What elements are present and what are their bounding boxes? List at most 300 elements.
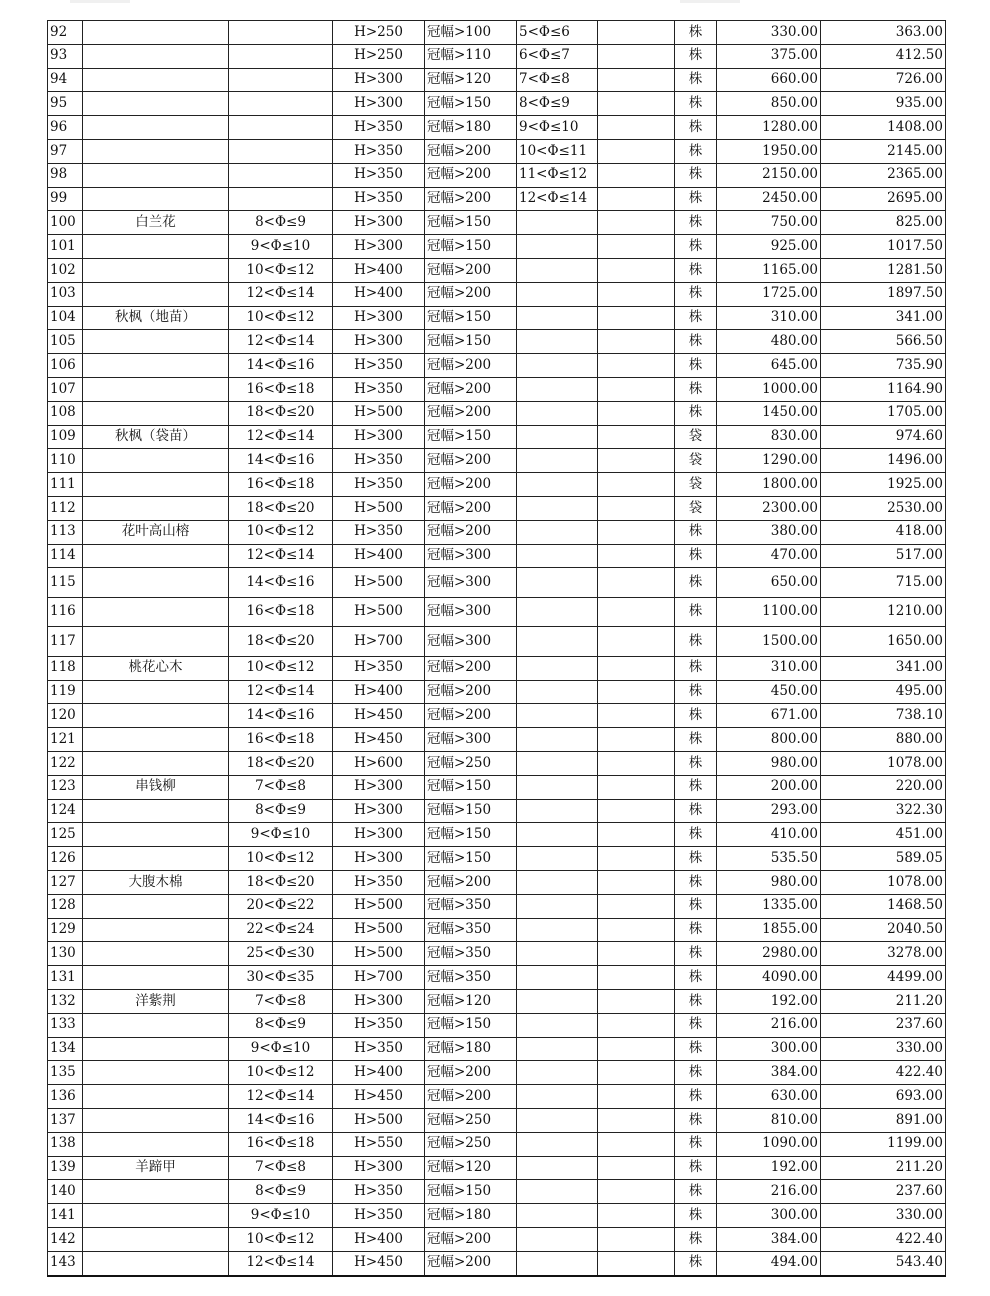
- row-number-cell: 115: [48, 568, 83, 598]
- extra-spec-cell: [517, 597, 598, 627]
- crown-width-cell: 冠幅>150: [425, 823, 517, 847]
- crown-width-cell: 冠幅>200: [425, 1227, 517, 1251]
- plant-height-cell: H>400: [333, 680, 425, 704]
- trunk-diameter-cell: [229, 68, 333, 92]
- total-price-cell: 2040.50: [821, 918, 946, 942]
- trunk-diameter-cell: 9<Φ≤10: [229, 1204, 333, 1228]
- plant-height-cell: H>500: [333, 597, 425, 627]
- table-row: [48, 44, 946, 68]
- total-price-cell: 4499.00: [821, 966, 946, 990]
- trunk-diameter-cell: [229, 44, 333, 68]
- blank-cell-cell: [598, 258, 675, 282]
- plant-height-cell: H>300: [333, 235, 425, 259]
- total-price-cell: 1897.50: [821, 282, 946, 306]
- blank-cell-cell: [598, 1132, 675, 1156]
- unit-cell: 株: [675, 918, 717, 942]
- total-price-cell: 1650.00: [821, 627, 946, 657]
- unit-cell: 株: [675, 92, 717, 116]
- blank-cell-cell: [598, 775, 675, 799]
- extra-spec-cell: [517, 1251, 598, 1275]
- table-row: [48, 871, 946, 895]
- blank-cell-cell: [598, 377, 675, 401]
- crown-width-cell: 冠幅>180: [425, 1037, 517, 1061]
- table-row: [48, 989, 946, 1013]
- blank-cell-cell: [598, 425, 675, 449]
- unit-cell: 袋: [675, 425, 717, 449]
- row-number-cell: 106: [48, 354, 83, 378]
- blank-cell-cell: [598, 1251, 675, 1275]
- plant-name-cell: 大腹木棉: [83, 871, 229, 895]
- total-price-cell: 1468.50: [821, 894, 946, 918]
- plant-name-cell: [83, 1085, 229, 1109]
- crown-width-cell: 冠幅>200: [425, 354, 517, 378]
- unit-price-cell: 830.00: [717, 425, 821, 449]
- row-number-cell: 125: [48, 823, 83, 847]
- table-row: [48, 116, 946, 140]
- crown-width-cell: 冠幅>200: [425, 163, 517, 187]
- unit-price-cell: 671.00: [717, 704, 821, 728]
- plant-height-cell: H>350: [333, 473, 425, 497]
- blank-cell-cell: [598, 330, 675, 354]
- row-number-cell: 97: [48, 139, 83, 163]
- plant-name-cell: [83, 799, 229, 823]
- crown-width-cell: 冠幅>100: [425, 21, 517, 45]
- plant-name-cell: 白兰花: [83, 211, 229, 235]
- plant-height-cell: H>350: [333, 163, 425, 187]
- total-price-cell: 1496.00: [821, 449, 946, 473]
- table-row: [48, 544, 946, 568]
- row-number-cell: 93: [48, 44, 83, 68]
- row-number-cell: 140: [48, 1180, 83, 1204]
- trunk-diameter-cell: 12<Φ≤14: [229, 330, 333, 354]
- table-row: [48, 847, 946, 871]
- blank-cell-cell: [598, 942, 675, 966]
- total-price-cell: 880.00: [821, 728, 946, 752]
- table-row: [48, 92, 946, 116]
- extra-spec-cell: [517, 775, 598, 799]
- table-row: [48, 680, 946, 704]
- extra-spec-cell: [517, 473, 598, 497]
- blank-cell-cell: [598, 496, 675, 520]
- blank-cell-cell: [598, 401, 675, 425]
- plant-name-cell: [83, 496, 229, 520]
- trunk-diameter-cell: 12<Φ≤14: [229, 1251, 333, 1275]
- plant-height-cell: H>250: [333, 21, 425, 45]
- crown-width-cell: 冠幅>200: [425, 680, 517, 704]
- unit-cell: 株: [675, 989, 717, 1013]
- table-row: [48, 354, 946, 378]
- unit-cell: 株: [675, 282, 717, 306]
- table-row: [48, 1204, 946, 1228]
- total-price-cell: 495.00: [821, 680, 946, 704]
- unit-price-cell: 2980.00: [717, 942, 821, 966]
- table-row: [48, 1061, 946, 1085]
- crown-width-cell: 冠幅>150: [425, 1180, 517, 1204]
- plant-height-cell: H>500: [333, 401, 425, 425]
- unit-price-cell: 470.00: [717, 544, 821, 568]
- nursery-price-table: [47, 20, 946, 1277]
- crown-width-cell: 冠幅>200: [425, 258, 517, 282]
- trunk-diameter-cell: 14<Φ≤16: [229, 704, 333, 728]
- table-row: [48, 496, 946, 520]
- unit-cell: 株: [675, 354, 717, 378]
- trunk-diameter-cell: 10<Φ≤12: [229, 1227, 333, 1251]
- total-price-cell: 422.40: [821, 1061, 946, 1085]
- plant-height-cell: H>400: [333, 1227, 425, 1251]
- total-price-cell: 211.20: [821, 1156, 946, 1180]
- crown-width-cell: 冠幅>180: [425, 116, 517, 140]
- blank-cell-cell: [598, 823, 675, 847]
- blank-cell-cell: [598, 1085, 675, 1109]
- row-number-cell: 142: [48, 1227, 83, 1251]
- total-price-cell: 418.00: [821, 520, 946, 544]
- unit-cell: 株: [675, 752, 717, 776]
- extra-spec-cell: [517, 627, 598, 657]
- total-price-cell: 825.00: [821, 211, 946, 235]
- blank-cell-cell: [598, 847, 675, 871]
- crown-width-cell: 冠幅>250: [425, 1108, 517, 1132]
- blank-cell-cell: [598, 282, 675, 306]
- extra-spec-cell: [517, 496, 598, 520]
- plant-height-cell: H>400: [333, 258, 425, 282]
- blank-cell-cell: [598, 1156, 675, 1180]
- total-price-cell: 211.20: [821, 989, 946, 1013]
- blank-cell-cell: [598, 306, 675, 330]
- blank-cell-cell: [598, 116, 675, 140]
- unit-price-cell: 384.00: [717, 1061, 821, 1085]
- extra-spec-cell: [517, 799, 598, 823]
- unit-cell: 袋: [675, 449, 717, 473]
- extra-spec-cell: [517, 1037, 598, 1061]
- plant-name-cell: [83, 44, 229, 68]
- total-price-cell: 237.60: [821, 1013, 946, 1037]
- table-row: [48, 627, 946, 657]
- top-edge-shadow: [70, 0, 130, 3]
- unit-cell: 株: [675, 258, 717, 282]
- row-number-cell: 117: [48, 627, 83, 657]
- plant-height-cell: H>300: [333, 989, 425, 1013]
- plant-name-cell: [83, 282, 229, 306]
- crown-width-cell: 冠幅>200: [425, 1251, 517, 1275]
- table-row: [48, 728, 946, 752]
- plant-height-cell: H>350: [333, 1180, 425, 1204]
- unit-price-cell: 192.00: [717, 1156, 821, 1180]
- unit-price-cell: 1280.00: [717, 116, 821, 140]
- extra-spec-cell: [517, 1132, 598, 1156]
- trunk-diameter-cell: 25<Φ≤30: [229, 942, 333, 966]
- unit-price-cell: 4090.00: [717, 966, 821, 990]
- unit-price-cell: 2450.00: [717, 187, 821, 211]
- plant-height-cell: H>350: [333, 1013, 425, 1037]
- crown-width-cell: 冠幅>300: [425, 728, 517, 752]
- unit-cell: 株: [675, 68, 717, 92]
- plant-name-cell: [83, 473, 229, 497]
- crown-width-cell: 冠幅>300: [425, 597, 517, 627]
- table-row: [48, 1251, 946, 1275]
- total-price-cell: 1705.00: [821, 401, 946, 425]
- extra-spec-cell: [517, 520, 598, 544]
- total-price-cell: 1164.90: [821, 377, 946, 401]
- crown-width-cell: 冠幅>200: [425, 282, 517, 306]
- total-price-cell: 363.00: [821, 21, 946, 45]
- trunk-diameter-cell: [229, 116, 333, 140]
- trunk-diameter-cell: 14<Φ≤16: [229, 1108, 333, 1132]
- crown-width-cell: 冠幅>200: [425, 496, 517, 520]
- crown-width-cell: 冠幅>200: [425, 473, 517, 497]
- plant-height-cell: H>550: [333, 1132, 425, 1156]
- plant-name-cell: 秋枫（袋苗）: [83, 425, 229, 449]
- trunk-diameter-cell: 12<Φ≤14: [229, 544, 333, 568]
- unit-cell: 株: [675, 656, 717, 680]
- trunk-diameter-cell: 10<Φ≤12: [229, 847, 333, 871]
- unit-price-cell: 200.00: [717, 775, 821, 799]
- extra-spec-cell: [517, 544, 598, 568]
- plant-height-cell: H>300: [333, 211, 425, 235]
- plant-name-cell: [83, 235, 229, 259]
- unit-price-cell: 310.00: [717, 656, 821, 680]
- blank-cell-cell: [598, 473, 675, 497]
- extra-spec-cell: [517, 1013, 598, 1037]
- trunk-diameter-cell: 9<Φ≤10: [229, 823, 333, 847]
- row-number-cell: 120: [48, 704, 83, 728]
- row-number-cell: 129: [48, 918, 83, 942]
- page-top-edge: [0, 0, 990, 18]
- total-price-cell: 2365.00: [821, 163, 946, 187]
- row-number-cell: 141: [48, 1204, 83, 1228]
- total-price-cell: 517.00: [821, 544, 946, 568]
- extra-spec-cell: [517, 282, 598, 306]
- unit-cell: 株: [675, 1061, 717, 1085]
- row-number-cell: 122: [48, 752, 83, 776]
- plant-height-cell: H>450: [333, 1251, 425, 1275]
- crown-width-cell: 冠幅>200: [425, 449, 517, 473]
- blank-cell-cell: [598, 1180, 675, 1204]
- crown-width-cell: 冠幅>120: [425, 1156, 517, 1180]
- row-number-cell: 100: [48, 211, 83, 235]
- unit-price-cell: 216.00: [717, 1180, 821, 1204]
- extra-spec-cell: [517, 656, 598, 680]
- trunk-diameter-cell: 10<Φ≤12: [229, 306, 333, 330]
- blank-cell-cell: [598, 21, 675, 45]
- plant-name-cell: [83, 1204, 229, 1228]
- extra-spec-cell: [517, 1227, 598, 1251]
- row-number-cell: 138: [48, 1132, 83, 1156]
- plant-name-cell: [83, 918, 229, 942]
- extra-spec-cell: [517, 425, 598, 449]
- row-number-cell: 107: [48, 377, 83, 401]
- blank-cell-cell: [598, 1037, 675, 1061]
- unit-cell: 袋: [675, 473, 717, 497]
- extra-spec-cell: [517, 989, 598, 1013]
- unit-price-cell: 660.00: [717, 68, 821, 92]
- table-row: [48, 258, 946, 282]
- unit-price-cell: 810.00: [717, 1108, 821, 1132]
- table-row: [48, 597, 946, 627]
- total-price-cell: 412.50: [821, 44, 946, 68]
- unit-price-cell: 1090.00: [717, 1132, 821, 1156]
- table-row: [48, 1013, 946, 1037]
- crown-width-cell: 冠幅>200: [425, 1061, 517, 1085]
- plant-name-cell: [83, 1132, 229, 1156]
- trunk-diameter-cell: 7<Φ≤8: [229, 1156, 333, 1180]
- table-row: [48, 894, 946, 918]
- unit-cell: 株: [675, 1204, 717, 1228]
- unit-price-cell: 2150.00: [717, 163, 821, 187]
- table-row: [48, 163, 946, 187]
- top-edge-shadow: [680, 0, 740, 3]
- table-row: [48, 1037, 946, 1061]
- crown-width-cell: 冠幅>120: [425, 989, 517, 1013]
- total-price-cell: 330.00: [821, 1204, 946, 1228]
- unit-price-cell: 750.00: [717, 211, 821, 235]
- extra-spec-cell: [517, 258, 598, 282]
- extra-spec-cell: [517, 568, 598, 598]
- plant-height-cell: H>300: [333, 799, 425, 823]
- extra-spec-cell: [517, 211, 598, 235]
- plant-height-cell: H>300: [333, 68, 425, 92]
- plant-name-cell: [83, 258, 229, 282]
- plant-name-cell: [83, 401, 229, 425]
- table-row: [48, 330, 946, 354]
- plant-name-cell: [83, 568, 229, 598]
- blank-cell-cell: [598, 752, 675, 776]
- unit-cell: 株: [675, 44, 717, 68]
- extra-spec-cell: 6<Φ≤7: [517, 44, 598, 68]
- trunk-diameter-cell: [229, 139, 333, 163]
- blank-cell-cell: [598, 211, 675, 235]
- row-number-cell: 92: [48, 21, 83, 45]
- plant-height-cell: H>350: [333, 871, 425, 895]
- plant-name-cell: [83, 449, 229, 473]
- total-price-cell: 341.00: [821, 306, 946, 330]
- trunk-diameter-cell: 16<Φ≤18: [229, 1132, 333, 1156]
- blank-cell-cell: [598, 449, 675, 473]
- table-row: [48, 139, 946, 163]
- blank-cell-cell: [598, 728, 675, 752]
- row-number-cell: 134: [48, 1037, 83, 1061]
- plant-height-cell: H>350: [333, 187, 425, 211]
- plant-height-cell: H>400: [333, 282, 425, 306]
- table-row: [48, 799, 946, 823]
- extra-spec-cell: 11<Φ≤12: [517, 163, 598, 187]
- trunk-diameter-cell: 10<Φ≤12: [229, 258, 333, 282]
- extra-spec-cell: [517, 918, 598, 942]
- crown-width-cell: 冠幅>150: [425, 847, 517, 871]
- trunk-diameter-cell: 12<Φ≤14: [229, 680, 333, 704]
- crown-width-cell: 冠幅>120: [425, 68, 517, 92]
- row-number-cell: 128: [48, 894, 83, 918]
- extra-spec-cell: [517, 847, 598, 871]
- extra-spec-cell: 7<Φ≤8: [517, 68, 598, 92]
- extra-spec-cell: [517, 680, 598, 704]
- row-number-cell: 102: [48, 258, 83, 282]
- unit-cell: 株: [675, 1132, 717, 1156]
- unit-cell: 株: [675, 799, 717, 823]
- trunk-diameter-cell: 20<Φ≤22: [229, 894, 333, 918]
- plant-name-cell: [83, 823, 229, 847]
- crown-width-cell: 冠幅>150: [425, 775, 517, 799]
- unit-cell: 株: [675, 775, 717, 799]
- row-number-cell: 137: [48, 1108, 83, 1132]
- trunk-diameter-cell: 8<Φ≤9: [229, 1013, 333, 1037]
- row-number-cell: 139: [48, 1156, 83, 1180]
- plant-height-cell: H>500: [333, 1108, 425, 1132]
- row-number-cell: 119: [48, 680, 83, 704]
- table-body: [48, 21, 946, 1276]
- trunk-diameter-cell: 14<Φ≤16: [229, 568, 333, 598]
- total-price-cell: 738.10: [821, 704, 946, 728]
- row-number-cell: 95: [48, 92, 83, 116]
- trunk-diameter-cell: 22<Φ≤24: [229, 918, 333, 942]
- unit-cell: 株: [675, 1108, 717, 1132]
- table-row: [48, 473, 946, 497]
- table-row: [48, 823, 946, 847]
- plant-height-cell: H>300: [333, 775, 425, 799]
- plant-height-cell: H>350: [333, 520, 425, 544]
- blank-cell-cell: [598, 354, 675, 378]
- total-price-cell: 1078.00: [821, 752, 946, 776]
- crown-width-cell: 冠幅>200: [425, 704, 517, 728]
- table-row: [48, 21, 946, 45]
- plant-name-cell: [83, 330, 229, 354]
- unit-cell: 袋: [675, 496, 717, 520]
- plant-height-cell: H>350: [333, 449, 425, 473]
- plant-height-cell: H>350: [333, 1204, 425, 1228]
- trunk-diameter-cell: 7<Φ≤8: [229, 775, 333, 799]
- total-price-cell: 422.40: [821, 1227, 946, 1251]
- unit-cell: 株: [675, 544, 717, 568]
- plant-name-cell: [83, 627, 229, 657]
- row-number-cell: 127: [48, 871, 83, 895]
- table-row: [48, 306, 946, 330]
- unit-price-cell: 1165.00: [717, 258, 821, 282]
- unit-cell: 株: [675, 306, 717, 330]
- unit-price-cell: 310.00: [717, 306, 821, 330]
- trunk-diameter-cell: [229, 163, 333, 187]
- unit-price-cell: 192.00: [717, 989, 821, 1013]
- unit-price-cell: 1000.00: [717, 377, 821, 401]
- total-price-cell: 341.00: [821, 656, 946, 680]
- row-number-cell: 99: [48, 187, 83, 211]
- trunk-diameter-cell: 10<Φ≤12: [229, 656, 333, 680]
- total-price-cell: 237.60: [821, 1180, 946, 1204]
- total-price-cell: 726.00: [821, 68, 946, 92]
- total-price-cell: 2530.00: [821, 496, 946, 520]
- row-number-cell: 96: [48, 116, 83, 140]
- trunk-diameter-cell: 18<Φ≤20: [229, 627, 333, 657]
- unit-cell: 株: [675, 21, 717, 45]
- extra-spec-cell: 12<Φ≤14: [517, 187, 598, 211]
- table-row: [48, 425, 946, 449]
- plant-height-cell: H>350: [333, 139, 425, 163]
- unit-cell: 株: [675, 942, 717, 966]
- unit-price-cell: 410.00: [717, 823, 821, 847]
- unit-price-cell: 300.00: [717, 1204, 821, 1228]
- extra-spec-cell: 10<Φ≤11: [517, 139, 598, 163]
- row-number-cell: 113: [48, 520, 83, 544]
- plant-name-cell: [83, 704, 229, 728]
- unit-cell: 株: [675, 163, 717, 187]
- blank-cell-cell: [598, 44, 675, 68]
- table-row: [48, 68, 946, 92]
- blank-cell-cell: [598, 520, 675, 544]
- total-price-cell: 1925.00: [821, 473, 946, 497]
- plant-height-cell: H>350: [333, 656, 425, 680]
- plant-height-cell: H>250: [333, 44, 425, 68]
- plant-height-cell: H>300: [333, 1156, 425, 1180]
- crown-width-cell: 冠幅>350: [425, 966, 517, 990]
- crown-width-cell: 冠幅>250: [425, 1132, 517, 1156]
